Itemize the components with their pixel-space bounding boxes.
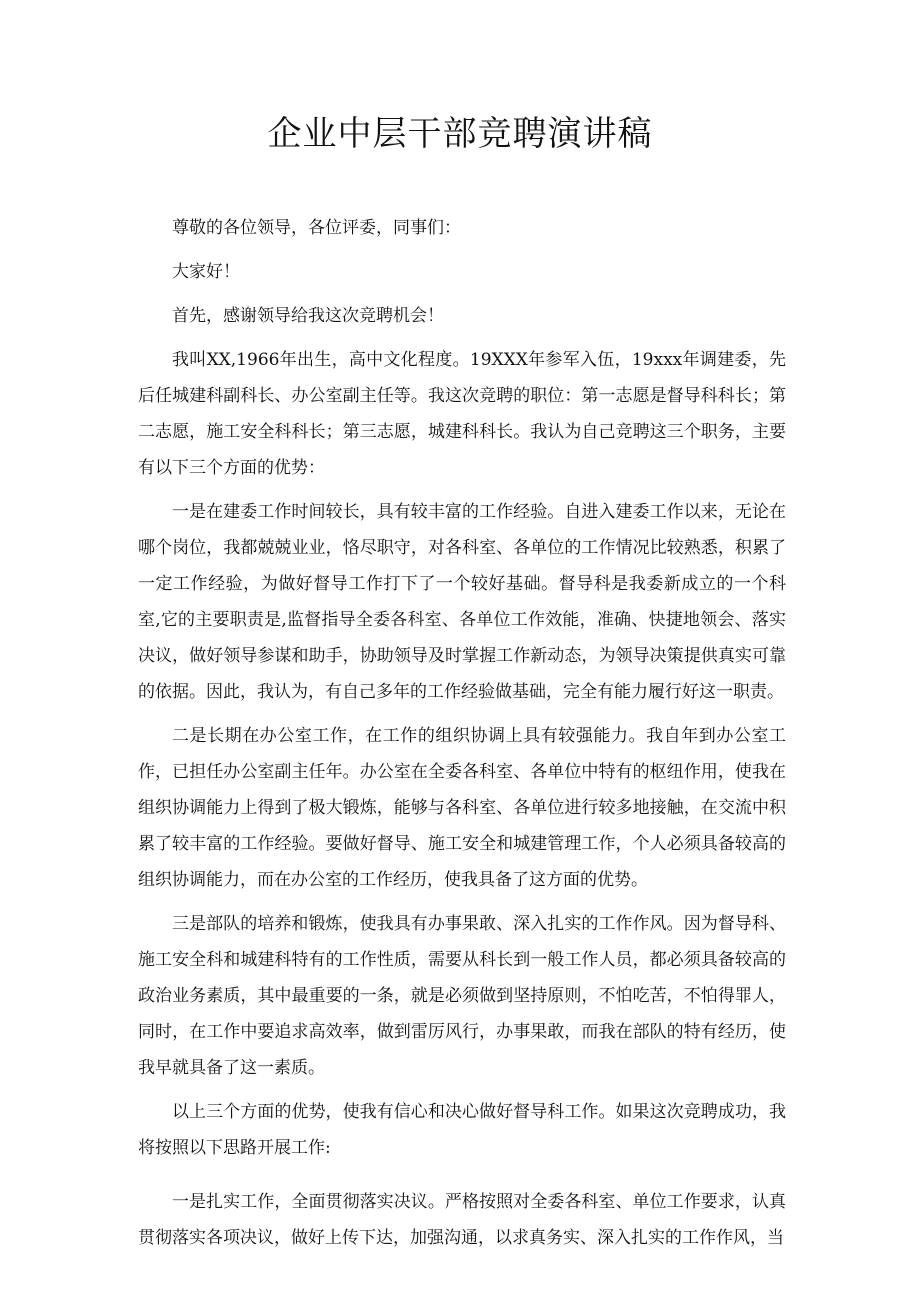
- greeting-paragraph: 大家好！: [172, 262, 240, 282]
- advantage-one-paragraph: 一是在建委工作时间较长，具有较丰富的工作经验。自进入建委工作以来，无论在哪个岗位，我都兢兢业业，恪尽职守，对各科室、各单位的工作情况比较熟悉，积累了一定工作经验，为做好督导工作打下了一个较好基础。督导科是我委新成立的一个科室,它的主要职责是,监督指导全委各科室、各单位工作效能，准确、快捷地领会、落实决议，做好领导参谋和助手，协助领导及时掌握工作新动态，为领导决策提供真实可靠的依据。因此，我认为，有自己多年的工作经验做基础，完全有能力履行好这一职责。: [138, 502, 786, 702]
- summary-paragraph: 以上三个方面的优势，使我有信心和决心做好督导科工作。如果这次竞聘成功，我将按照以下思路开展工作:: [138, 1102, 786, 1158]
- advantage-two-paragraph: 二是长期在办公室工作，在工作的组织协调上具有较强能力。我自年到办公室工作，已担任办公室副主任年。办公室在全委各科室、各单位中特有的枢纽作用，使我在组织协调能力上得到了极大锻炼，能够与各科室、各单位进行较多地接触，在交流中积累了较丰富的工作经验。要做好督导、施工安全和城建管理工作，个人必须具备较高的组织协调能力，而在办公室的工作经历，使我具备了这方面的优势。: [138, 726, 786, 890]
- plan-one-paragraph: 一是扎实工作，全面贯彻落实决议。严格按照对全委各科室、单位工作要求，认真贯彻落实各项决议，做好上传下达，加强沟通，以求真务实、深入扎实的工作作风，当: [138, 1192, 786, 1248]
- document-title: 企业中层干部竞聘演讲稿: [267, 114, 653, 154]
- introduction-paragraph: 我叫XX,1966年出生，高中文化程度。19XXX年参军入伍，19xxx年调建委，先后任城建科副科长、办公室副主任等。我这次竞聘的职位：第一志愿是督导科科长；第二志愿，施工安全科科长；第三志愿，城建科科长。我认为自己竞聘这三个职务，主要有以下三个方面的优势：: [138, 350, 786, 478]
- salutation-paragraph: 尊敬的各位领导，各位评委，同事们：: [172, 218, 461, 238]
- document-body: [138, 210, 786, 1256]
- thanks-paragraph: 首先，感谢领导给我这次竞聘机会！: [172, 306, 444, 326]
- advantage-three-paragraph: 三是部队的培养和锻炼，使我具有办事果敢、深入扎实的工作作风。因为督导科、施工安全科和城建科特有的工作性质，需要从科长到一般工作人员，都必须具备较高的政治业务素质，其中最重要的一条，就是必须做到坚持原则，不怕吃苦，不怕得罪人，同时，在工作中要追求高效率，做到雷厉风行，办事果敢，而我在部队的特有经历，使我早就具备了这一素质。: [138, 914, 786, 1078]
